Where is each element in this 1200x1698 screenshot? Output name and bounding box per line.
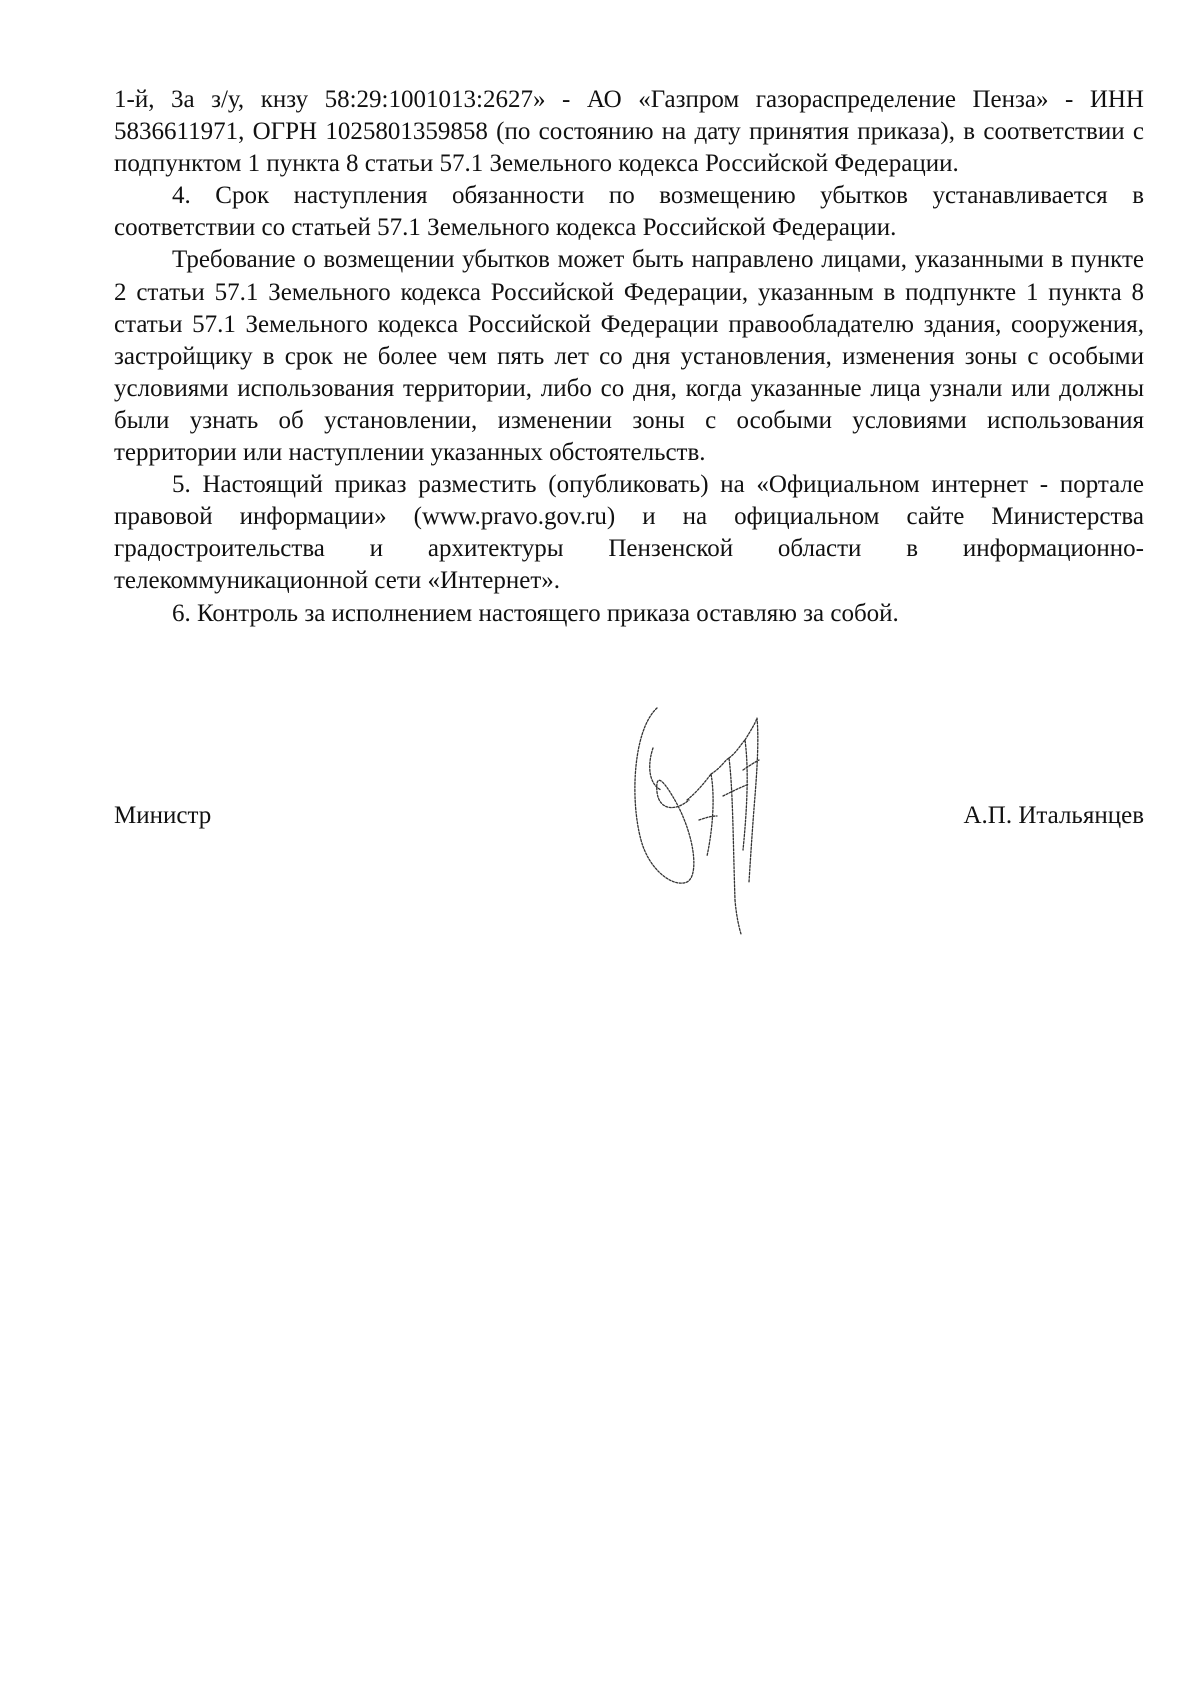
signatory-title: Министр bbox=[114, 802, 212, 829]
document-body bbox=[114, 84, 1144, 630]
paragraph-damages-claim: Требование о возмещении убытков может быть направлено лицами, указанными в пункте 2 статьи 57.1 Земельного кодекса Российской Федерации, указанным в подпункте 1 пункта 8 статьи 57.1 Земельного кодекса Российской Федерации правообладателю здания, сооружения, застройщику в срок не более чем пять лет со дня установления, изменения зоны с особыми условиями использования территории, либо со дня, когда указанные лица узнали или должны были узнать об установлении, изменении зоны с особыми условиями использования территории или наступлении указанных обстоятельств. bbox=[114, 246, 1144, 467]
paragraph-continuation: 1-й, 3а з/у, кнзу 58:29:1001013:2627» - АО «Газпром газораспределение Пенза» - ИНН 5836611971, ОГРН 1025801359858 (по состоянию на дату принятия приказа), в соответствии с подпунктом 1 пункта 8 статьи 57.1 Земельного кодекса Российской Федерации. bbox=[114, 86, 1144, 178]
handwritten-signature-icon bbox=[625, 700, 795, 940]
paragraph-item-4: 4. Срок наступления обязанности по возмещению убытков устанавливается в соответствии со статьей 57.1 Земельного кодекса Российской Федерации. bbox=[114, 182, 1144, 242]
signatory-name: А.П. Итальянцев bbox=[963, 802, 1144, 829]
paragraph-item-6: 6. Контроль за исполнением настоящего приказа оставляю за собой. bbox=[172, 599, 899, 627]
paragraph-item-5: 5. Настоящий приказ разместить (опубликовать) на «Официальном интернет - портале правовой информации» (www.pravo.gov.ru) и на официальном сайте Министерства градостроительства и архитектуры Пензенской области в информационно-телекоммуникационной сети «Интернет». bbox=[114, 471, 1144, 595]
